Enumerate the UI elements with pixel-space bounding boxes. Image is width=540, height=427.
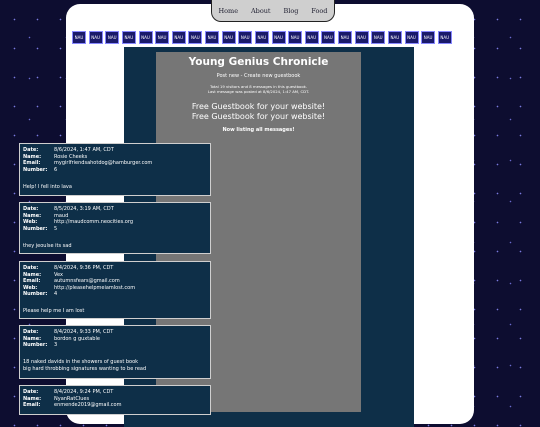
banner-icon[interactable]: NAU: [238, 31, 252, 44]
entry-message: [23, 184, 72, 191]
field-label: Date:: [23, 329, 39, 335]
entry-message: [23, 308, 84, 315]
field-value: Rosie Cheeks: [54, 153, 88, 160]
stats-line: Last message was posted at 8/6/2024, 1:47 AM, CDT.: [207, 88, 310, 94]
stats-line: Total 19 visitors and 8 messages in this guestbook.: [209, 84, 308, 89]
field-label: Name:: [23, 335, 42, 342]
entry-message: [23, 359, 146, 373]
entry-field-row: [23, 342, 113, 349]
promo-line[interactable]: Free Guestbook for your website!: [191, 112, 326, 121]
nav-blog[interactable]: Blog: [283, 6, 299, 15]
entry-field-row: [23, 226, 133, 233]
banner-icon[interactable]: NAU: [155, 31, 169, 44]
field-value: Vex: [54, 271, 63, 278]
field-value[interactable]: http://maudcomm.neocities.org: [54, 219, 133, 225]
field-label: Date:: [23, 265, 39, 271]
entry-fields: [23, 206, 133, 232]
field-value: maud: [54, 212, 69, 219]
banner-icon[interactable]: NAU: [272, 31, 286, 44]
banner-icon[interactable]: NAU: [371, 31, 385, 44]
promo-text[interactable]: [156, 102, 361, 122]
banner-icon[interactable]: NAU: [355, 31, 369, 44]
field-label: Web:: [23, 284, 38, 291]
field-value: 4: [54, 291, 58, 297]
field-label: Name:: [23, 212, 42, 219]
banner-icon[interactable]: NAU: [139, 31, 153, 44]
field-value[interactable]: autumnsfears@gmail.com: [54, 278, 120, 284]
field-value[interactable]: http://pleasehelpmeiamlost.com: [54, 284, 136, 291]
banner-icon[interactable]: NAU: [438, 31, 452, 44]
field-value: NyanRatClues: [54, 395, 90, 402]
banner-icon[interactable]: NAU: [72, 31, 86, 44]
guestbook-title: Young Genius Chronicle: [188, 56, 329, 68]
field-label: Name:: [23, 395, 42, 402]
field-value[interactable]: mygirlfriendsahotdog@hamburger.com: [54, 160, 153, 166]
guestbook-stats: [156, 85, 361, 94]
field-label: Email:: [23, 278, 41, 284]
entry-fields: [23, 265, 135, 298]
field-value: bordon g guxtable: [54, 335, 100, 342]
field-label: Web:: [23, 219, 38, 225]
message-line: big hard throbbing signatures wanting to be read: [23, 366, 147, 372]
banner-icon[interactable]: NAU: [288, 31, 302, 44]
entry-fields: [23, 329, 113, 349]
entry-field-row: [23, 402, 122, 409]
field-value: 8/6/2024, 1:47 AM, CDT: [54, 147, 114, 153]
field-value: 6: [54, 166, 58, 173]
banner-icon[interactable]: NAU: [338, 31, 352, 44]
banner-icon[interactable]: NAU: [388, 31, 402, 44]
field-label: Number:: [23, 166, 48, 173]
field-value: 8/4/2024, 9:33 PM, CDT: [54, 329, 114, 335]
entry-field-row: [23, 291, 135, 298]
banner-icon[interactable]: NAU: [222, 31, 236, 44]
field-label: Number:: [23, 342, 48, 348]
field-label: Date:: [23, 389, 39, 395]
banner-icon[interactable]: NAU: [122, 31, 136, 44]
banner-icon[interactable]: NAU: [421, 31, 435, 44]
banner-icon[interactable]: NAU: [89, 31, 103, 44]
field-label: Email:: [23, 160, 41, 166]
field-label: Name:: [23, 153, 42, 160]
banner-icon[interactable]: NAU: [205, 31, 219, 44]
field-label: Name:: [23, 271, 42, 278]
message-line: they jeoulse its sad: [23, 243, 72, 249]
entry-message: [23, 243, 72, 250]
listing-heading: Now listing all messages!: [222, 127, 295, 133]
entry-field-row: [23, 167, 152, 174]
nav-about[interactable]: About: [250, 6, 271, 15]
banner-icon[interactable]: NAU: [105, 31, 119, 44]
guestbook-entry: [19, 261, 211, 319]
field-label: Number:: [23, 291, 48, 297]
message-line: Help! I fell into lava: [23, 184, 72, 190]
guestbook-entry: [19, 202, 211, 254]
top-nav: [211, 0, 335, 22]
field-label: Number:: [23, 225, 48, 232]
field-label: Date:: [23, 147, 39, 153]
entry-fields: [23, 147, 152, 173]
entry-fields: [23, 389, 122, 409]
field-label: Date:: [23, 206, 39, 212]
field-value: 3: [54, 342, 58, 348]
field-value: 5: [54, 225, 58, 232]
guestbook-entry: [19, 143, 211, 196]
banner-icon[interactable]: NAU: [305, 31, 319, 44]
banner-icon[interactable]: NAU: [321, 31, 335, 44]
banner-icon[interactable]: NAU: [188, 31, 202, 44]
message-line: 18 naked davids in the showers of guest book: [23, 359, 139, 365]
field-value[interactable]: enmende2019@gmail.com: [54, 402, 122, 408]
nav-food[interactable]: Food: [311, 6, 328, 15]
banner-icon[interactable]: NAU: [405, 31, 419, 44]
message-line: Please help me I am lost: [23, 308, 85, 314]
field-value: 8/4/2024, 9:36 PM, CDT: [54, 265, 114, 271]
promo-line[interactable]: Free Guestbook for your website!: [191, 102, 326, 111]
guestbook-entry: [19, 325, 211, 379]
field-value: 8/5/2024, 3:19 AM, CDT: [54, 206, 114, 212]
nav-home[interactable]: Home: [218, 6, 239, 15]
guestbook-entry: [19, 385, 211, 415]
banner-icon[interactable]: NAU: [172, 31, 186, 44]
guestbook-links[interactable]: Post new - Create new guestbook: [216, 73, 301, 79]
banner-icon[interactable]: NAU: [255, 31, 269, 44]
field-label: Email:: [23, 402, 41, 408]
field-value: 8/4/2024, 9:24 PM, CDT: [54, 389, 114, 395]
banner-row: [72, 31, 452, 45]
